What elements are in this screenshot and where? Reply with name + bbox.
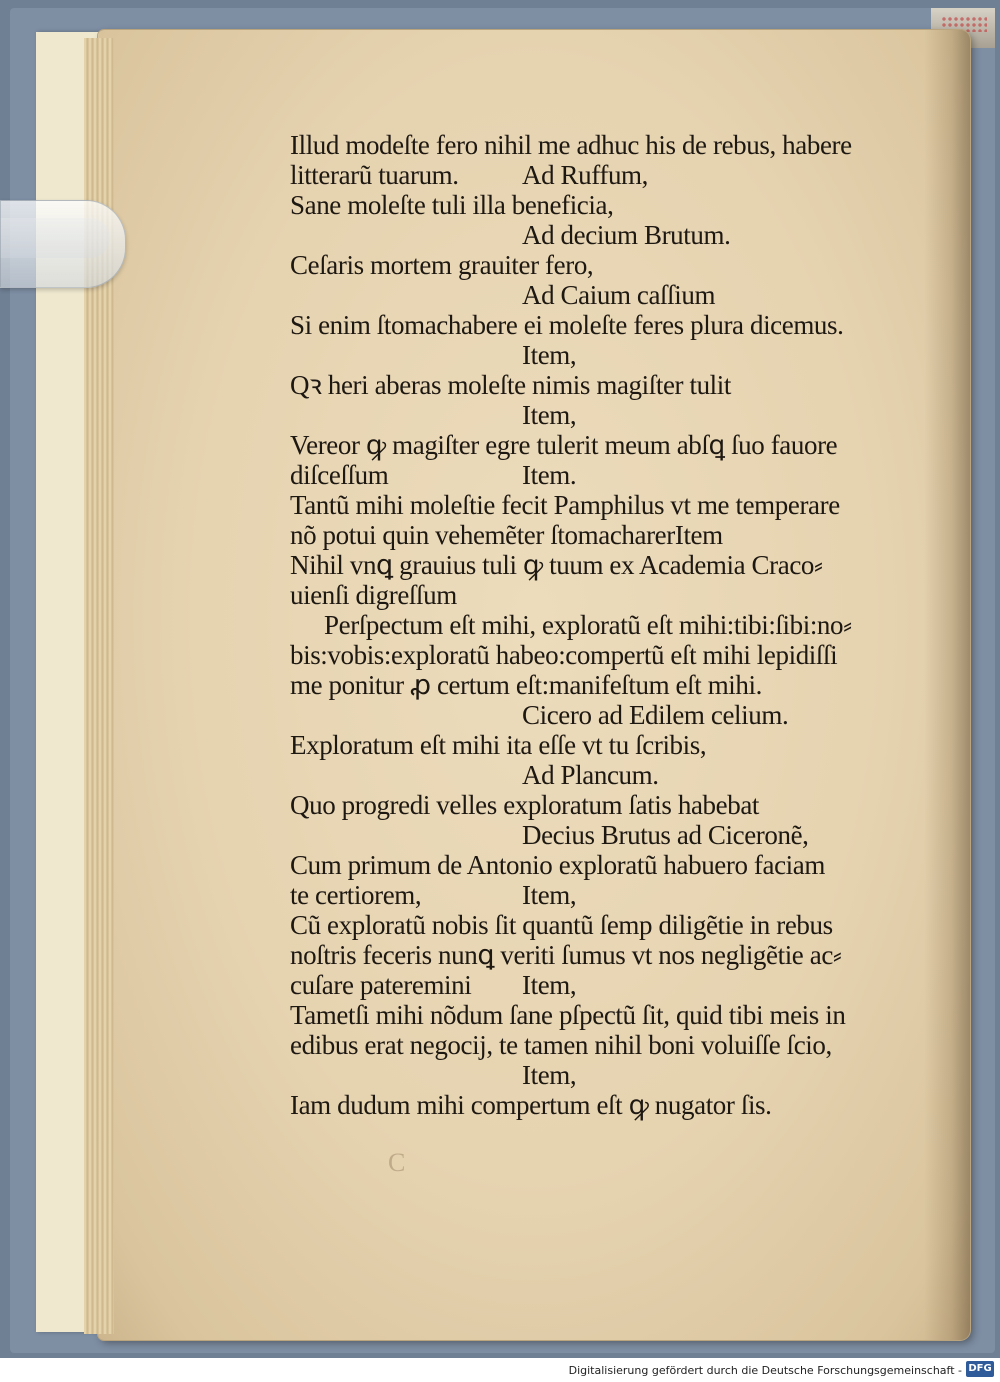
- text-line: [290, 430, 930, 460]
- text-line: [290, 550, 930, 580]
- line-text: Perſpectum eſt mihi, exploratũ eſt mihi:tibi:ſibi:no⸗: [324, 610, 852, 640]
- text-line: [290, 310, 930, 340]
- text-line: [290, 520, 930, 550]
- page-clip: [0, 200, 126, 288]
- text-line: [290, 970, 930, 1000]
- line-text: Si enim ſtomachabere ei moleſte feres plura dicemus.: [290, 310, 844, 340]
- signature-mark: C: [388, 1148, 406, 1177]
- line-text-right: Item.: [522, 460, 577, 490]
- text-line: [290, 820, 930, 850]
- line-text: Vereor ꝙ magiſter egre tulerit meum abſꝗ ſuo fauore: [290, 430, 838, 460]
- text-line: [290, 580, 930, 610]
- text-line: [290, 250, 930, 280]
- text-line: [290, 880, 930, 910]
- text-line: [290, 280, 930, 310]
- funding-credit: Digitalisierung gefördert durch die Deutsche Forschungsgemeinschaft -: [568, 1364, 962, 1377]
- text-line: [290, 850, 930, 880]
- line-text: Cũ exploratũ nobis ſit quantũ ſemp diligẽtie in rebus: [290, 910, 833, 940]
- text-line: [290, 1030, 930, 1060]
- line-text: bis:vobis:exploratũ habeo:compertũ eſt mihi lepidiſſi: [290, 640, 838, 670]
- line-text: uienſi digreſſum: [290, 580, 457, 610]
- line-text-right: Ad Ruffum,: [522, 160, 649, 190]
- text-line: [290, 130, 930, 160]
- line-text: Ad Plancum.: [522, 760, 659, 790]
- text-line: [290, 940, 930, 970]
- line-text: Exploratum eſt mihi ita eſſe vt tu ſcribis,: [290, 730, 707, 760]
- line-text: Cum primum de Antonio exploratũ habuero faciam: [290, 850, 825, 880]
- dfg-logo: DFG: [966, 1361, 994, 1377]
- line-text: Nihil vnꝗ grauius tuli ꝙ tuum ex Academia Craco⸗: [290, 550, 823, 580]
- line-text: me ponitur ꝓ certum eſt:manifeſtum eſt mihi.: [290, 670, 762, 700]
- text-line: [290, 370, 930, 400]
- line-text-left: diſceſſum: [290, 460, 389, 490]
- line-text: Cicero ad Edilem celium.: [522, 700, 789, 730]
- text-line: [290, 340, 930, 370]
- text-line: [290, 760, 930, 790]
- line-text: Quo progredi velles exploratum ſatis habebat: [290, 790, 760, 820]
- page-text: [290, 130, 930, 1120]
- text-line: [290, 1090, 930, 1120]
- page-gutter: [924, 30, 970, 1340]
- text-line: [290, 490, 930, 520]
- line-text: Item,: [522, 1060, 577, 1090]
- line-text-left: litterarũ tuarum.: [290, 160, 459, 190]
- line-text: Ad decium Brutum.: [522, 220, 731, 250]
- text-line: [290, 910, 930, 940]
- text-line: [290, 790, 930, 820]
- line-text: Ceſaris mortem grauiter fero,: [290, 250, 594, 280]
- line-text: Decius Brutus ad Ciceronẽ,: [522, 820, 809, 850]
- text-line: [290, 640, 930, 670]
- line-text: edibus erat negocij, te tamen nihil boni voluiſſe ſcio,: [290, 1030, 832, 1060]
- line-text: Tametſi mihi nõdum ſane pſpectũ ſit, quid tibi meis in: [290, 1000, 846, 1030]
- text-line: [290, 1000, 930, 1030]
- footer-bar: [0, 1358, 1000, 1382]
- line-text-left: cuſare pateremini: [290, 970, 472, 1000]
- line-text-tail: Item: [674, 520, 723, 550]
- line-text: nõ potui quin vehemẽter ſtomacharer: [290, 520, 675, 550]
- text-line: [290, 700, 930, 730]
- line-text: Ad Caium caſſium: [522, 280, 716, 310]
- line-text: Item,: [522, 400, 577, 430]
- line-text: Illud modeſte fero nihil me adhuc his de rebus, habere: [290, 130, 852, 160]
- text-line: [290, 190, 930, 220]
- text-line: [290, 670, 930, 700]
- line-text: Iam dudum mihi compertum eſt ꝙ nugator ſis.: [290, 1090, 772, 1120]
- line-text-right: Item,: [522, 970, 577, 1000]
- line-text-left: te certiorem,: [290, 880, 422, 910]
- line-text-right: Item,: [522, 880, 577, 910]
- line-text: noſtris feceris nunꝗ veriti ſumus vt nos negligẽtie ac⸗: [290, 940, 842, 970]
- text-line: [290, 730, 930, 760]
- line-text: Qꝛ heri aberas moleſte nimis magiſter tulit: [290, 370, 731, 400]
- text-line: [290, 1060, 930, 1090]
- line-text: Sane moleſte tuli illa beneficia,: [290, 190, 614, 220]
- line-text: Tantũ mihi moleſtie fecit Pamphilus vt me temperare: [290, 490, 840, 520]
- text-line: [290, 160, 930, 190]
- text-line: [290, 610, 930, 640]
- text-line: [290, 460, 930, 490]
- line-text: Item,: [522, 340, 577, 370]
- text-line: [290, 400, 930, 430]
- text-line: [290, 220, 930, 250]
